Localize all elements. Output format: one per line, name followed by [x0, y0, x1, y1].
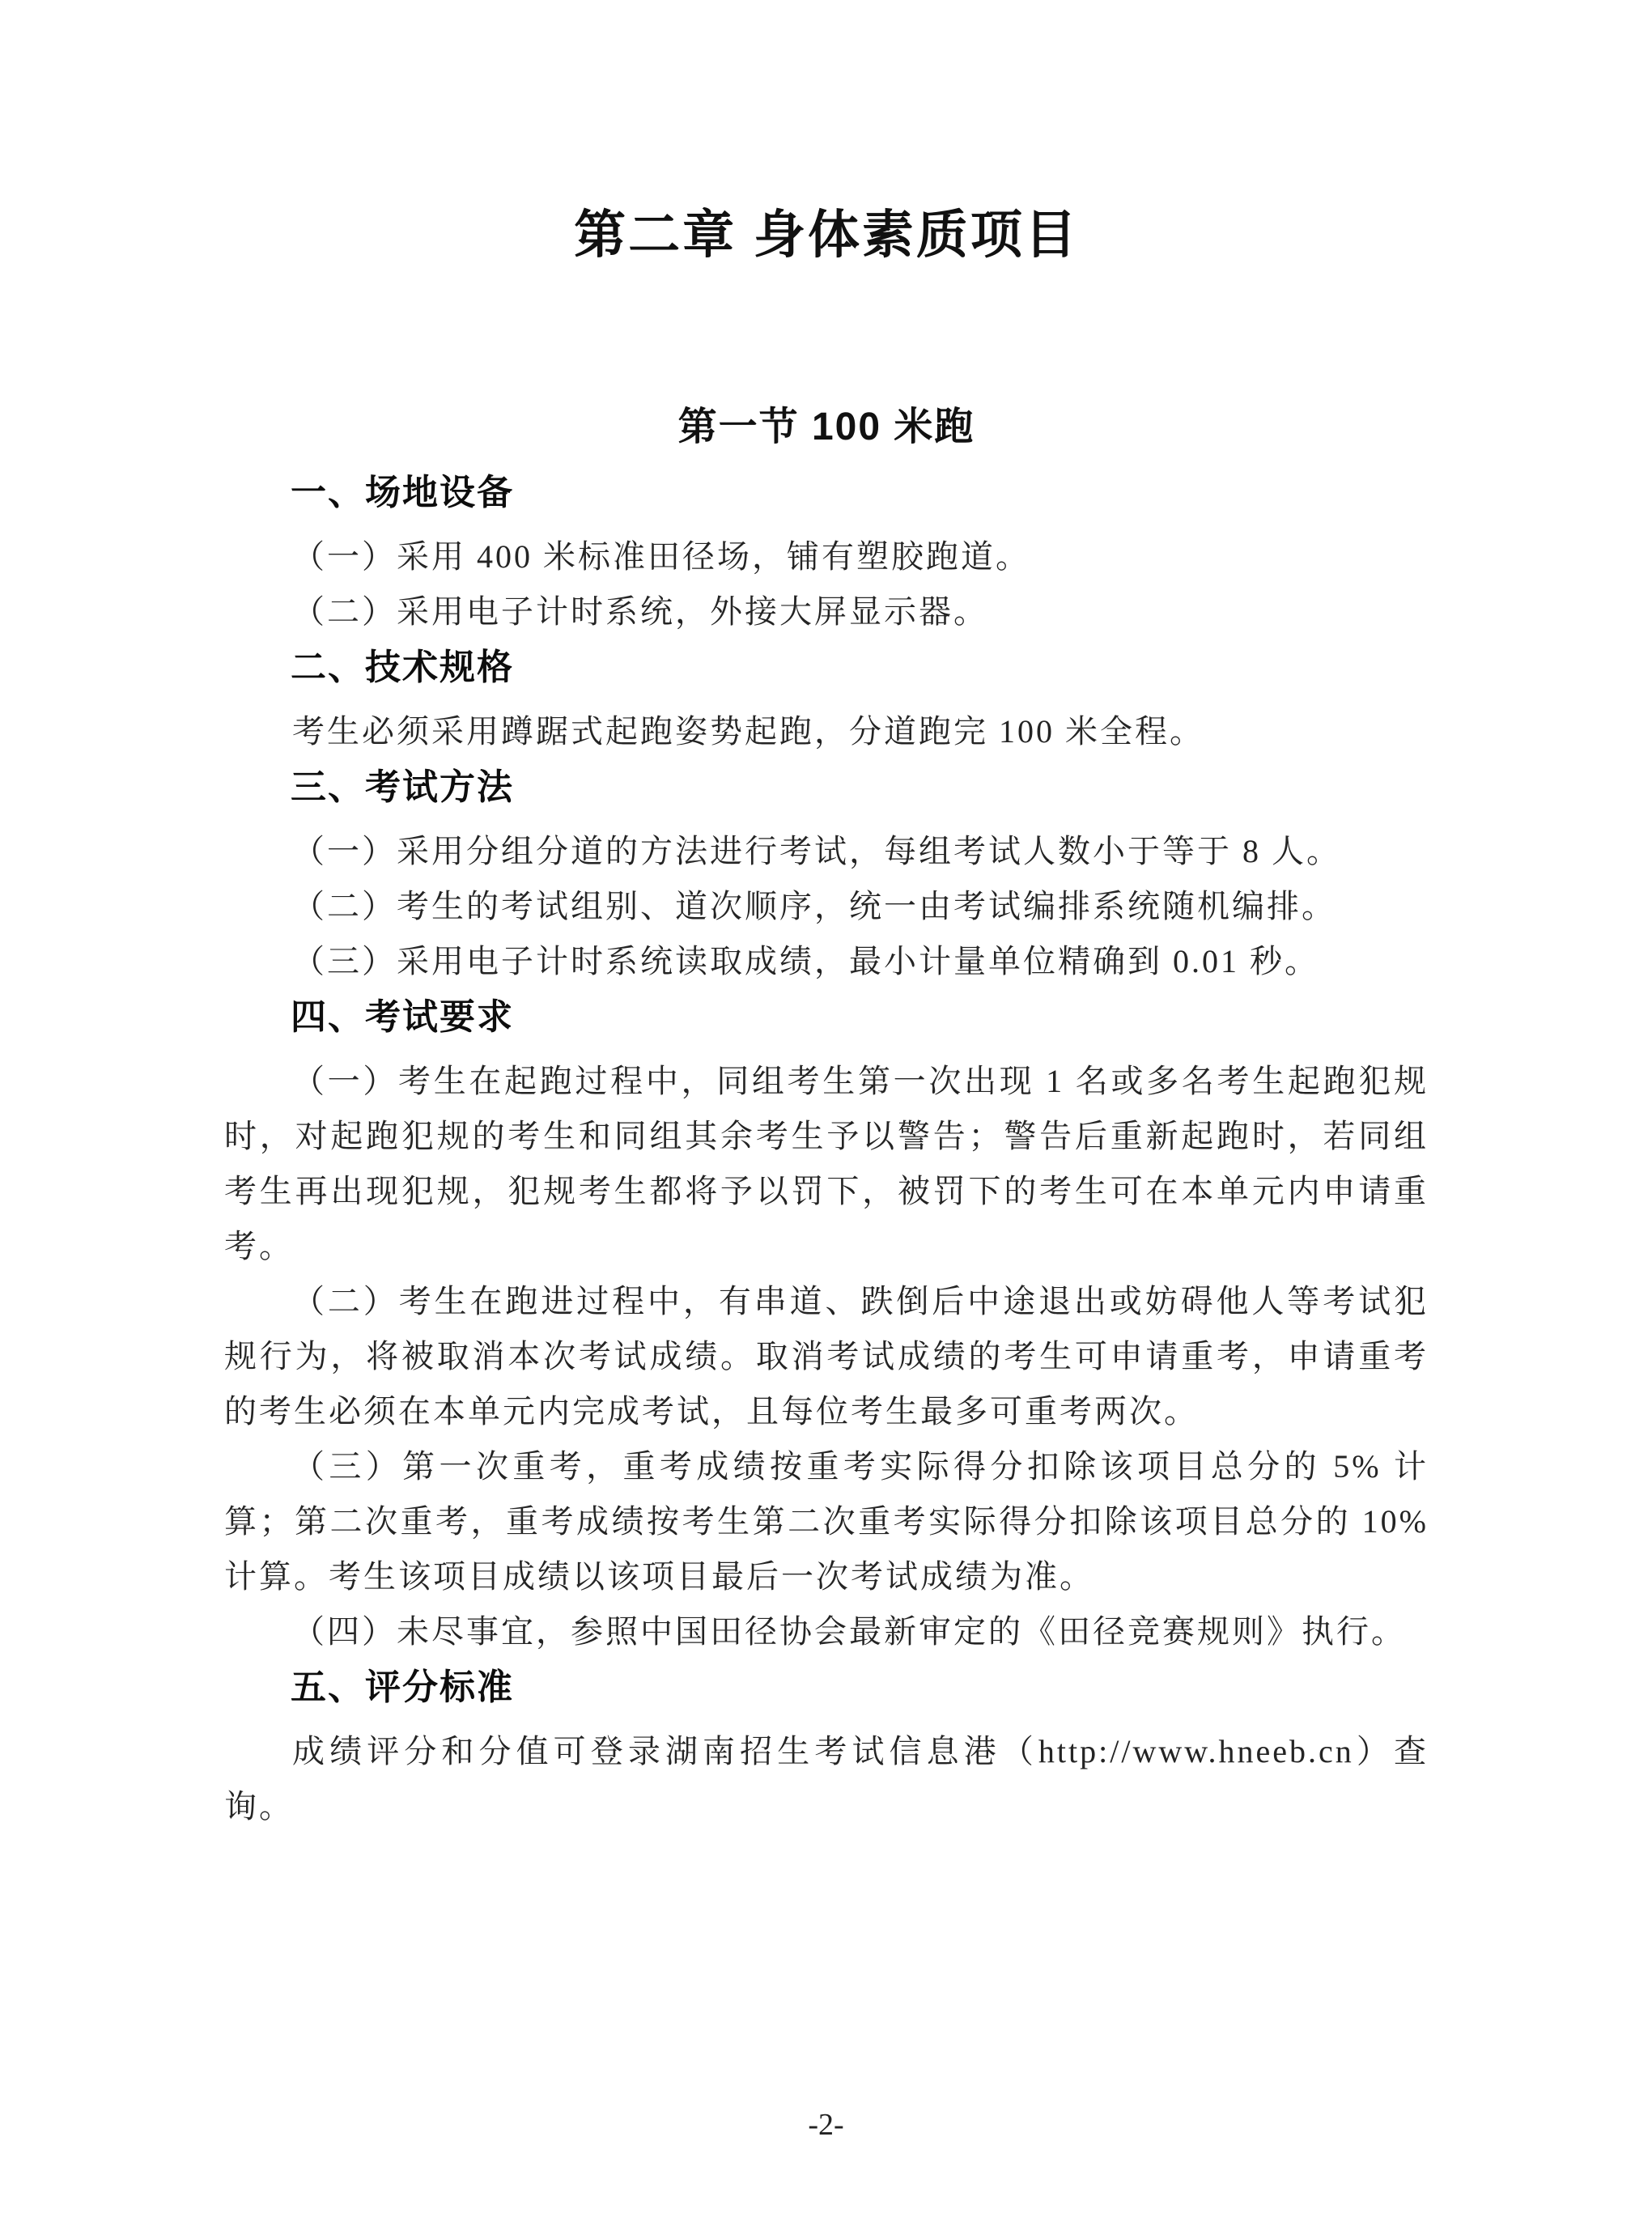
paragraph: （三）采用电子计时系统读取成绩，最小计量单位精确到 0.01 秒。	[292, 943, 1319, 979]
paragraph: 成绩评分和分值可登录湖南招生考试信息港（http://www.hneeb.cn）查询。	[224, 1733, 1429, 1825]
chapter-title: 第二章 身体素质项目	[574, 206, 1079, 264]
section-exam-requirements	[224, 996, 1429, 1659]
section-heading: 四、考试要求	[291, 997, 514, 1037]
paragraph: 考生必须采用蹲踞式起跑姿势起跑，分道跑完 100 米全程。	[292, 713, 1204, 750]
section-heading: 一、场地设备	[291, 473, 514, 512]
section-exam-method	[224, 766, 1429, 989]
paragraph: （二）采用电子计时系统，外接大屏显示器。	[292, 593, 988, 630]
paragraph: （二）考生在跑进过程中，有串道、跌倒后中途退出或妨碍他人等考试犯规行为，将被取消本次考试成绩。取消考试成绩的考生可申请重考，申请重考的考生必须在本单元内完成考试，且每位考生最多可重考两次。	[224, 1283, 1429, 1429]
page-number: -2-	[808, 2108, 844, 2142]
section-heading: 二、技术规格	[291, 648, 514, 687]
paragraph: （一）考生在起跑过程中，同组考生第一次出现 1 名或多名考生起跑犯规时，对起跑犯规的考生和同组其余考生予以警告；警告后重新起跑时，若同组考生再出现犯规，犯规考生都将予以罚下，被罚下的考生可在本单元内申请重考。	[224, 1063, 1429, 1264]
section-venue-equipment	[224, 471, 1429, 639]
section-technical-specs	[224, 646, 1429, 759]
paragraph: （二）考生的考试组别、道次顺序，统一由考试编排系统随机编排。	[292, 888, 1336, 924]
paragraph: （四）未尽事宜，参照中国田径协会最新审定的《田径竞赛规则》执行。	[292, 1613, 1406, 1650]
section-heading: 三、考试方法	[291, 767, 514, 807]
section-scoring-standard	[224, 1666, 1429, 1834]
section-heading: 五、评分标准	[291, 1667, 514, 1707]
paragraph: （一）采用分组分道的方法进行考试，每组考试人数小于等于 8 人。	[292, 833, 1341, 869]
section-title: 第一节 100 米跑	[677, 406, 975, 448]
paragraph: （一）采用 400 米标准田径场，铺有塑胶跑道。	[292, 538, 1030, 575]
paragraph: （三）第一次重考，重考成绩按重考实际得分扣除该项目总分的 5% 计算；第二次重考，重考成绩按考生第二次重考实际得分扣除该项目总分的 10% 计算。考生该项目成绩以该项目最后一次考试成绩为准。	[224, 1448, 1429, 1595]
